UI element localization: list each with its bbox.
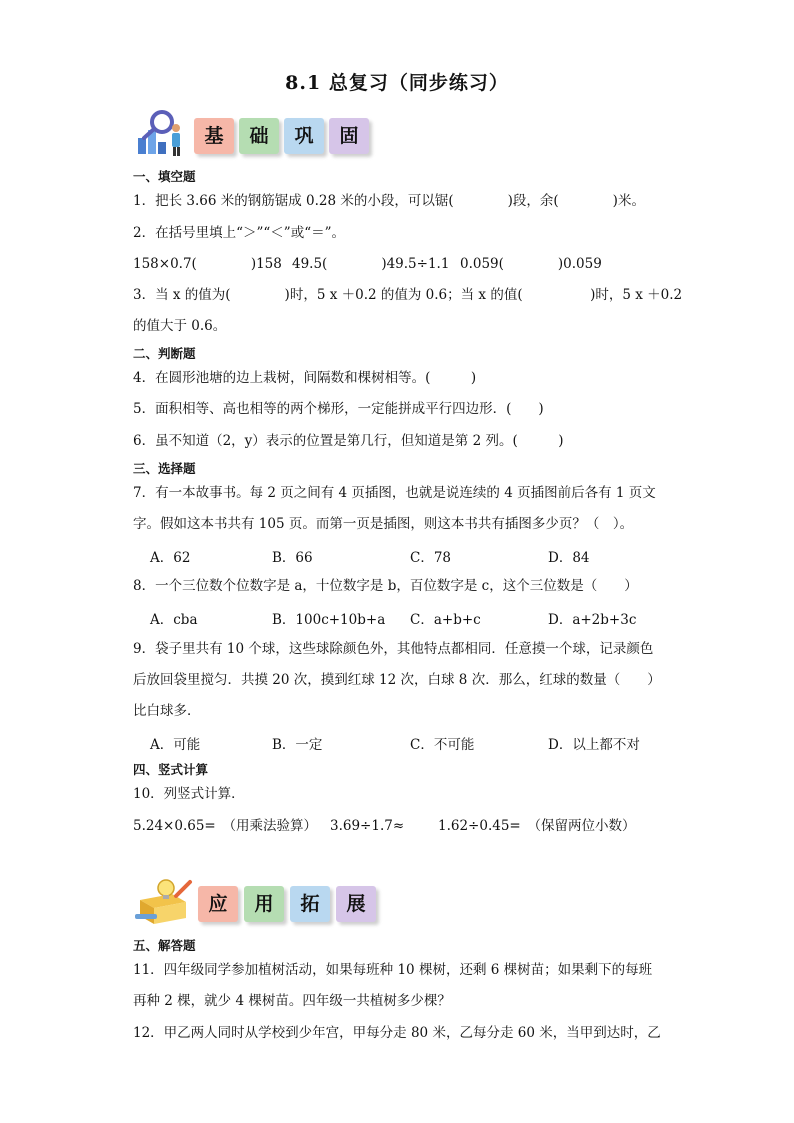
section-banner-application (132, 876, 402, 926)
q7-option-a: A．62 (150, 550, 191, 566)
q9-option-c: C．不可能 (410, 737, 475, 753)
question-2: 2．在括号里填上“＞”“＜”或“＝”。 (133, 225, 345, 241)
question-1: 1．把长 3.66 米的钢筋锯成 0.28 米的小段，可以锯( )段，余( )米。 (133, 193, 645, 209)
banner2-char-2: 用 (244, 886, 284, 922)
banner-char-4: 固 (329, 118, 369, 154)
question-2-item-2: 49.5( )49.5÷1.1 (292, 256, 450, 272)
question-9-line-1: 9．袋子里共有 10 个球，这些球除颜色外，其他特点都相同．任意摸一个球，记录颜色 (133, 641, 654, 657)
question-10-item-1: 5.24×0.65= （用乘法验算） (133, 818, 317, 834)
question-8: 8．一个三位数个位数字是 a，十位数字是 b，百位数字是 c，这个三位数是（ ） (133, 578, 638, 594)
question-5: 5．面积相等、高也相等的两个梯形，一定能拼成平行四边形．( ) (133, 401, 544, 417)
question-11-line-2: 再种 2 棵，就少 4 棵树苗。四年级一共植树多少棵？ (133, 993, 451, 1009)
question-2-item-3: 0.059( )0.059 (460, 256, 602, 272)
banner2-char-4: 展 (336, 886, 376, 922)
question-4: 4．在圆形池塘的边上栽树，间隔数和棵树相等。( ) (133, 370, 477, 386)
section-heading-fill-blank: 一、填空题 (133, 169, 196, 184)
q9-option-a: A．可能 (150, 737, 201, 753)
section-banner-basic (132, 108, 372, 158)
question-7-line-2: 字。假如这本书共有 105 页。而第一页是插图，则这本书共有插图多少页？（ ）。 (133, 516, 634, 532)
section-heading-vertical-calc: 四、竖式计算 (133, 762, 209, 777)
question-3-line-1: 3．当 x 的值为( )时，5 x ＋0.2 的值为 0.6；当 x 的值( )时，5 x ＋0.2 (133, 287, 683, 303)
question-3-line-2: 的值大于 0.6。 (133, 318, 227, 334)
q8-option-c: C．a+b+c (410, 612, 481, 628)
q8-option-d: D．a+2b+3c (548, 612, 637, 628)
question-7-line-1: 7．有一本故事书。每 2 页之间有 4 页插图，也就是说连续的 4 页插图前后各有 1 页文 (133, 485, 656, 501)
question-11-line-1: 11．四年级同学参加植树活动，如果每班种 10 棵树，还剩 6 棵树苗；如果剩下的每班 (133, 962, 653, 978)
q7-option-b: B．66 (272, 550, 313, 566)
q8-option-b: B．100c+10b+a (272, 612, 386, 628)
page-title: 8.1 总复习（同步练习） (285, 72, 509, 94)
section-heading-choice: 三、选择题 (133, 461, 196, 476)
section-heading-solve: 五、解答题 (133, 938, 196, 953)
banner-char-2: 础 (239, 118, 279, 154)
banner2-char-3: 拓 (290, 886, 330, 922)
question-10: 10．列竖式计算． (133, 786, 245, 802)
magnifier-chart-icon (132, 108, 190, 158)
question-10-item-3: 1.62÷0.45= （保留两位小数） (438, 818, 636, 834)
q9-option-b: B．一定 (272, 737, 323, 753)
q7-option-d: D．84 (548, 550, 590, 566)
banner-char-3: 巩 (284, 118, 324, 154)
question-9-line-2: 后放回袋里搅匀．共摸 20 次，摸到红球 12 次，白球 8 次．那么，红球的数量（ ） (133, 672, 661, 688)
question-9-line-3: 比白球多． (133, 703, 201, 719)
banner-char-1: 基 (194, 118, 234, 154)
question-10-item-2: 3.69÷1.7≈ (330, 818, 405, 834)
question-6: 6．虽不知道（2，y）表示的位置是第几行，但知道是第 2 列。( ) (133, 433, 564, 449)
banner2-char-1: 应 (198, 886, 238, 922)
question-12-line-1: 12．甲乙两人同时从学校到少年宫，甲每分走 80 米，乙每分走 60 米，当甲到达时，乙 (133, 1025, 661, 1041)
toolbox-lightbulb-icon (132, 876, 194, 926)
q8-option-a: A．cba (150, 612, 198, 628)
question-2-item-1: 158×0.7( )158 (133, 256, 282, 272)
q9-option-d: D．以上都不对 (548, 737, 640, 753)
section-heading-judge: 二、判断题 (133, 346, 196, 361)
q7-option-c: C．78 (410, 550, 452, 566)
